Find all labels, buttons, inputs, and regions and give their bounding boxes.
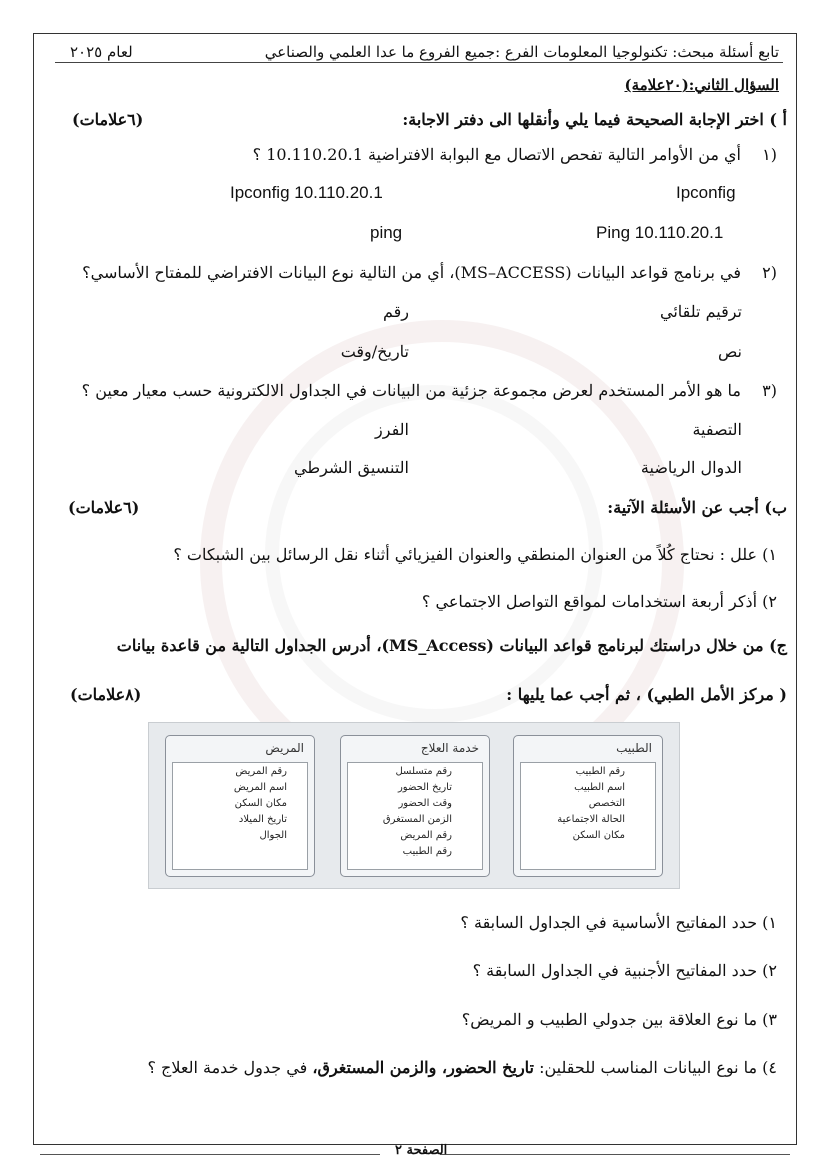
field: الحالة الاجتماعية [557,814,625,825]
field: رقم الطبيب [575,766,625,777]
table-patient-fields [172,762,308,870]
a-q2-number: ٢) [762,263,777,282]
a-q1-option-2: Ipconfig 10.110.20.1 [230,183,383,202]
a-q2-option-2: رقم [382,302,409,321]
a-q1-option-3: Ping 10.110.20.1 [596,223,724,242]
section-c-line-1: ج) من خلال دراستك لبرنامج قواعد البيانات (MS_Access)، أدرس الجداول التالية من قاعدة بيانات [116,636,787,655]
field: رقم متسلسل [395,766,452,777]
page-number: الصفحة ٢ [395,1143,448,1158]
table-patient-title: المريض [265,741,304,755]
c-q4-start: ٤) ما نوع البيانات المناسب للحقلين: [534,1058,777,1077]
a-q1-option-1: Ipconfig [676,183,736,202]
c-q1-text: ١) حدد المفاتيح الأساسية في الجداول السابقة ؟ [460,913,777,932]
field: تاريخ الحضور [397,782,452,793]
table-treatment-service-fields [347,762,483,870]
a-q3-option-4: التنسيق الشرطي [294,458,409,477]
a-q3-option-1: التصفية [692,420,742,439]
field: رقم المريض [235,766,287,777]
table-doctor-fields [520,762,656,870]
section-c-line-2: ( مركز الأمل الطبي) ، ثم أجب عما يليها : [506,685,787,704]
a-q3-option-2: الفرز [375,420,409,439]
a-q2-text: في برنامج قواعد البيانات (MS–ACCESS)، أي من التالية نوع البيانات الافتراضي للمفتاح الأساسي؟ [82,263,741,282]
footer-line-right [440,1154,790,1155]
field: رقم الطبيب [402,846,452,857]
section-b-label: ب) أجب عن الأسئلة الآتية: [607,498,787,517]
section-c-marks: (٨علامات) [70,685,142,704]
a-q1-option-4: ping [370,223,403,242]
a-q3-number: ٣) [762,381,777,400]
field: تاريخ الميلاد [238,814,287,825]
section-a-marks: (٦علامات) [72,110,144,129]
a-q3-option-3: الدوال الرياضية [640,458,742,477]
field: مكان السكن [572,830,625,841]
a-q2-option-4: تاريخ/وقت [340,342,409,361]
a-q1-number: ١) [762,145,777,164]
field: الزمن المستغرق [382,814,452,825]
a-q1-text: أي من الأوامر التالية تفحص الاتصال مع البوابة الافتراضية 10.110.20.1 ؟ [252,145,741,164]
c-q2-text: ٢) حدد المفاتيح الأجنبية في الجداول السابقة ؟ [472,961,777,980]
c-q3-text: ٣) ما نوع العلاقة بين جدولي الطبيب و المريض؟ [461,1010,777,1029]
field: رقم المريض [400,830,452,841]
section-b-marks: (٦علامات) [68,498,140,517]
header-divider [55,62,783,63]
field: التخصص [588,798,625,809]
table-treatment-service-title: خدمة العلاج [420,741,479,755]
field: اسم الطبيب [574,782,625,793]
a-q2-option-1: ترقيم تلقائي [660,302,742,321]
a-q2-option-3: نص [717,342,742,361]
c-q4-end: في جدول خدمة العلاج ؟ [147,1058,313,1077]
b-q1-text: ١) علل : نحتاج كُلاً من العنوان المنطقي والعنوان الفيزيائي أثناء نقل الرسائل بين الشبكات ؟ [173,545,777,564]
a-q3-text: ما هو الأمر المستخدم لعرض مجموعة جزئية من البيانات في الجداول الالكترونية حسب معيار معين ؟ [81,381,741,400]
table-patient [165,735,315,877]
c-q4-fields: تاريخ الحضور، والزمن المستغرق، [312,1058,535,1077]
table-doctor-title: الطبيب [616,741,652,755]
field: الجوال [259,830,287,841]
header-year: لعام ٢٠٢٥ [70,43,133,61]
field: مكان السكن [234,798,287,809]
footer-line-left [40,1154,380,1155]
c-q4-text [147,1058,777,1077]
section-a-label: أ ) اختر الإجابة الصحيحة فيما يلي وأنقلها الى دفتر الاجابة: [402,110,787,129]
header-subject: تابع أسئلة مبحث: تكنولوجيا المعلومات الفرع :جميع الفروع ما عدا العلمي والصناعي [264,43,779,61]
table-doctor [513,735,663,877]
question-title: السؤال الثاني:(٢٠علامة) [624,76,779,94]
field: اسم المريض [233,782,287,793]
b-q2-text: ٢) أذكر أربعة استخدامات لمواقع التواصل الاجتماعي ؟ [421,592,777,611]
table-treatment-service [340,735,490,877]
field: وقت الحضور [398,798,452,809]
